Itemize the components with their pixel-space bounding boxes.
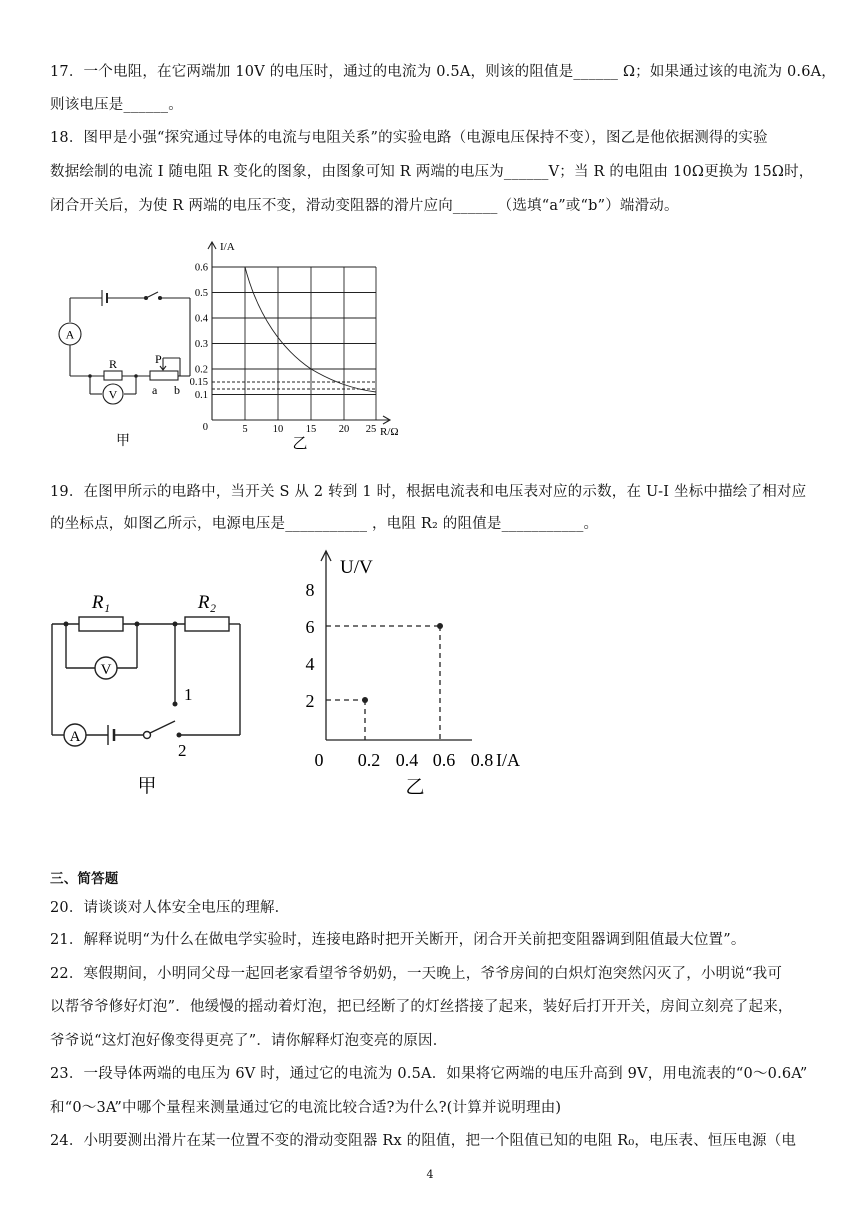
q24-line1: 24．小明要测出滑片在某一位置不变的滑动变阻器 Rx 的阻值，把一个阻值已知的电阻 R₀，电压表、恒压电源（电	[50, 1133, 797, 1149]
page-number: 4	[426, 1168, 434, 1181]
q17-line1: 17．一个电阻，在它两端加 10V 的电压时，通过的电流为 0.5A，则该的阻值是______ Ω；如果通过该的电流为 0.6A，	[50, 64, 836, 80]
r1-label: R₁	[91, 592, 111, 613]
q17-line2: 则该电压是______。	[50, 97, 183, 113]
x-tick-20: 20	[338, 424, 350, 435]
y-tick-4: 4	[305, 654, 315, 674]
x-tick-10: 10	[272, 424, 284, 435]
resistor-label: R	[108, 357, 118, 371]
circuit-caption: 甲	[116, 434, 130, 449]
x-tick-0.2: 0.2	[357, 750, 381, 770]
q21: 21．解释说明“为什么在做电学实验时，连接电路时把开关断开，闭合开关前把变阻器调到阻值最大位置”。	[50, 932, 746, 948]
q22-line3: 爷爷说“这灯泡好像变得更亮了”．请你解释灯泡变亮的原因．	[50, 1033, 448, 1049]
y-tick-0.5: 0.5	[194, 288, 208, 299]
x-tick-25: 25	[365, 424, 377, 435]
y-tick-0.3: 0.3	[194, 339, 208, 350]
x-tick-0.8: 0.8	[470, 750, 494, 770]
switch-pos-1: 1	[184, 685, 193, 704]
q22-line1: 22．寒假期间，小明同父母一起回老家看望爷爷奶奶，一天晚上，爷爷房间的白炽灯泡突然闪灭了，小明说“我可	[50, 966, 783, 982]
q19-circuit-diagram	[44, 584, 254, 799]
ammeter-label: A	[65, 327, 75, 342]
y-axis-label: I/A	[220, 241, 235, 253]
y-tick-0.15: 0.15	[189, 377, 208, 388]
x-tick-5: 5	[242, 424, 248, 435]
y-axis-label: U/V	[340, 557, 373, 578]
q18-line1: 18．图甲是小强“探究通过导体的电流与电阻关系”的实验电路（电源电压保持不变），图乙是他依据测得的实验	[50, 130, 768, 146]
y-tick-0.6: 0.6	[194, 262, 208, 274]
graph-caption: 乙	[292, 436, 308, 452]
q18-graph	[188, 232, 414, 454]
circuit-caption: 甲	[137, 776, 157, 797]
end-a-label: a	[152, 383, 158, 397]
switch-pos-2: 2	[178, 741, 187, 760]
slider-label: P	[155, 352, 162, 366]
section-heading: 三、简答题	[50, 871, 119, 887]
data-point-0.2-2	[362, 697, 368, 703]
q23-line1: 23．一段导体两端的电压为 6V 时，通过它的电流为 0.5A．如果将它两端的电压升高到 9V，用电流表的“0～0.6A”	[50, 1066, 808, 1082]
y-tick-0.4: 0.4	[194, 313, 208, 325]
q19-graph	[296, 545, 536, 800]
origin-label: 0	[202, 422, 208, 433]
y-tick-2: 2	[305, 691, 315, 711]
y-tick-8: 8	[305, 580, 315, 600]
q23-line2: 和“0～3A”中哪个量程来测量通过它的电流比较合适?为什么?(计算并说明理由)	[50, 1100, 562, 1116]
voltmeter-label: V	[100, 662, 112, 678]
x-tick-0.6: 0.6	[432, 750, 456, 770]
end-b-label: b	[174, 383, 180, 397]
q18-line2: 数据绘制的电流 I 随电阻 R 变化的图象，由图象可知 R 两端的电压为______V；当 R 的电阻由 10Ω更换为 15Ω时，	[50, 164, 814, 180]
q18-circuit-diagram	[50, 280, 200, 460]
ammeter-label: A	[69, 729, 81, 745]
y-tick-0.1: 0.1	[194, 390, 208, 401]
y-tick-6: 6	[305, 617, 315, 637]
x-tick-15: 15	[305, 424, 317, 435]
x-axis-label: R/Ω	[380, 426, 399, 438]
y-tick-0.2: 0.2	[194, 364, 208, 376]
q22-line2: 以帮爷爷修好灯泡”．他缓慢的摇动着灯泡，把已经断了的灯丝搭接了起来，装好后打开开关，房间立刻亮了起来，	[50, 999, 793, 1015]
graph-caption: 乙	[405, 777, 425, 798]
x-tick-0: 0	[314, 750, 324, 770]
q19-line2: 的坐标点，如图乙所示，电源电压是___________ ，电阻 R₂ 的阻值是___________。	[50, 516, 599, 532]
q19-line1: 19．在图甲所示的电路中，当开关 S 从 2 转到 1 时，根据电流表和电压表对应的示数，在 U-I 坐标中描绘了相对应	[50, 484, 807, 500]
data-point-0.6-6	[437, 623, 443, 629]
r2-label: R₂	[197, 592, 217, 613]
x-axis-label: I/A	[496, 750, 520, 770]
x-tick-0.4: 0.4	[395, 750, 419, 770]
q20: 20．请谈谈对人体安全电压的理解．	[50, 900, 290, 916]
voltmeter-label: V	[108, 387, 118, 402]
q18-line3: 闭合开关后，为使 R 两端的电压不变，滑动变阻器的滑片应向______（选填“a”或“b”）端滑动。	[50, 198, 679, 214]
